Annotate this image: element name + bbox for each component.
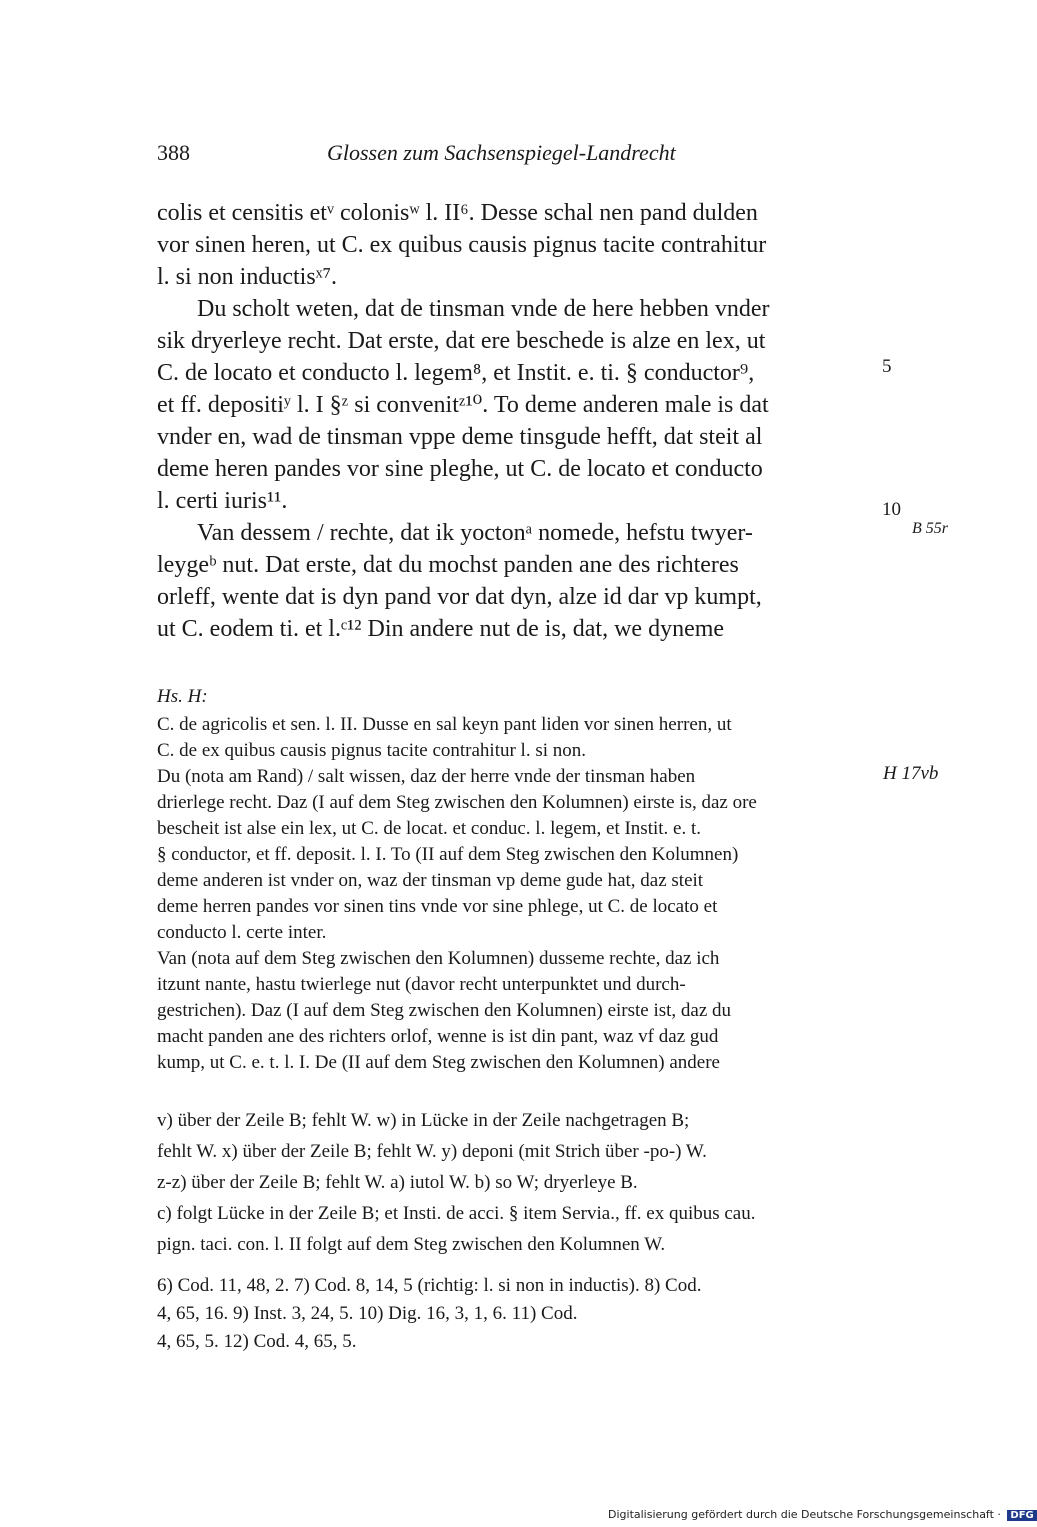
- critical-apparatus: [157, 1105, 852, 1260]
- page-number: 388: [157, 140, 190, 165]
- digitization-footer: [608, 1508, 1037, 1521]
- main-line: Van dessem / rechte, dat ik yoctonᵃ nomede, hefstu twyer-: [197, 520, 753, 546]
- main-line: orleff, wente dat is dyn pand vor dat dyn, alze id dar vp kumpt,: [157, 584, 762, 610]
- variant-line: itzunt nante, hastu twierlege nut (davor recht unterpunktet und durch-: [157, 974, 686, 995]
- variant-line: drierlege recht. Daz (I auf dem Steg zwischen den Kolumnen) eirste is, daz ore: [157, 792, 757, 813]
- variant-line: macht panden ane des richters orlof, wenne is ist din pant, waz vf daz gud: [157, 1026, 719, 1047]
- variant-line: Van (nota auf dem Steg zwischen den Kolumnen) dusseme rechte, daz ich: [157, 948, 720, 969]
- main-text: [157, 197, 857, 645]
- variant-line: deme anderen ist vnder on, waz der tinsman vp deme gude hat, daz steit: [157, 870, 704, 891]
- apparatus-line: fehlt W. x) über der Zeile B; fehlt W. y) deponi (mit Strich über -po-) W.: [157, 1141, 707, 1162]
- main-line: colis et censitis etᵛ colonisʷ l. II⁶. Desse schal nen pand dulden: [157, 200, 758, 226]
- page-header: [157, 140, 857, 172]
- main-line: l. certi iuris¹¹.: [157, 488, 288, 514]
- line-number-5: 5: [882, 356, 892, 377]
- dfg-logo: DFG: [1007, 1510, 1036, 1521]
- footer-text: Digitalisierung gefördert durch die Deutsche Forschungsgemeinschaft ·: [608, 1508, 1001, 1521]
- apparatus-line: z-z) über der Zeile B; fehlt W. a) iutol W. b) so W; dryerleye B.: [157, 1172, 638, 1193]
- main-line: Du scholt weten, dat de tinsman vnde de here hebben vnder: [197, 296, 770, 322]
- apparatus-line: v) über der Zeile B; fehlt W. w) in Lücke in der Zeile nachgetragen B;: [157, 1110, 690, 1131]
- margin-ref-b: B 55r: [912, 520, 948, 537]
- main-line: l. si non inductisˣ⁷.: [157, 264, 337, 290]
- footnotes: [157, 1272, 852, 1356]
- variant-line: C. de ex quibus causis pignus tacite contrahitur l. si non.: [157, 740, 587, 761]
- main-line: vor sinen heren, ut C. ex quibus causis pignus tacite contrahitur: [157, 232, 767, 258]
- main-line: deme heren pandes vor sine pleghe, ut C. de locato et conducto: [157, 456, 763, 482]
- variant-line: Du (nota am Rand) / salt wissen, daz der herre vnde der tinsman haben: [157, 766, 696, 787]
- main-line: sik dryerleye recht. Dat erste, dat ere beschede is alze en lex, ut: [157, 328, 766, 354]
- variant-line: kump, ut C. e. t. l. I. De (II auf dem Steg zwischen den Kolumnen) andere: [157, 1052, 720, 1073]
- variant-line: § conductor, et ff. deposit. l. I. To (II auf dem Steg zwischen den Kolumnen): [157, 844, 739, 865]
- variant-heading: Hs. H:: [157, 686, 208, 707]
- variant-line: gestrichen). Daz (I auf dem Steg zwischen den Kolumnen) eirste ist, daz du: [157, 1000, 732, 1021]
- variant-line: bescheit ist alse ein lex, ut C. de locat. et conduc. l. legem, et Instit. e. t.: [157, 818, 701, 839]
- variant-line: conducto l. certe inter.: [157, 922, 327, 943]
- main-line: vnder en, wad de tinsman vppe deme tinsgude hefft, dat steit al: [157, 424, 763, 450]
- variant-line: deme herren pandes vor sinen tins vnde vor sine phlege, ut C. de locato et: [157, 896, 718, 917]
- main-line: leygeᵇ nut. Dat erste, dat du mochst panden ane des richteres: [157, 552, 739, 578]
- footnote-line: 6) Cod. 11, 48, 2. 7) Cod. 8, 14, 5 (richtig: l. si non in inductis). 8) Cod.: [157, 1275, 702, 1296]
- running-title: Glossen zum Sachsenspiegel-Landrecht: [327, 140, 676, 165]
- variant-text-hs-h: [157, 682, 852, 1076]
- footnote-line: 4, 65, 5. 12) Cod. 4, 65, 5.: [157, 1331, 357, 1352]
- line-number-10: 10: [882, 499, 901, 520]
- footnote-line: 4, 65, 16. 9) Inst. 3, 24, 5. 10) Dig. 16, 3, 1, 6. 11) Cod.: [157, 1303, 578, 1324]
- margin-ref-h: H 17vb: [883, 763, 939, 784]
- main-line: ut C. eodem ti. et l.ᶜ¹² Din andere nut de is, dat, we dyneme: [157, 616, 725, 642]
- apparatus-line: pign. taci. con. l. II folgt auf dem Steg zwischen den Kolumnen W.: [157, 1234, 666, 1255]
- apparatus-line: c) folgt Lücke in der Zeile B; et Insti. de acci. § item Servia., ff. ex quibus cau.: [157, 1203, 756, 1224]
- variant-line: C. de agricolis et sen. l. II. Dusse en sal keyn pant liden vor sinen herren, ut: [157, 714, 732, 735]
- main-line: et ff. depositiʸ l. I §ᶻ si convenitᶻ¹⁰. To deme anderen male is dat: [157, 392, 769, 418]
- main-line: C. de locato et conducto l. legem⁸, et Instit. e. ti. § conductor⁹,: [157, 360, 755, 386]
